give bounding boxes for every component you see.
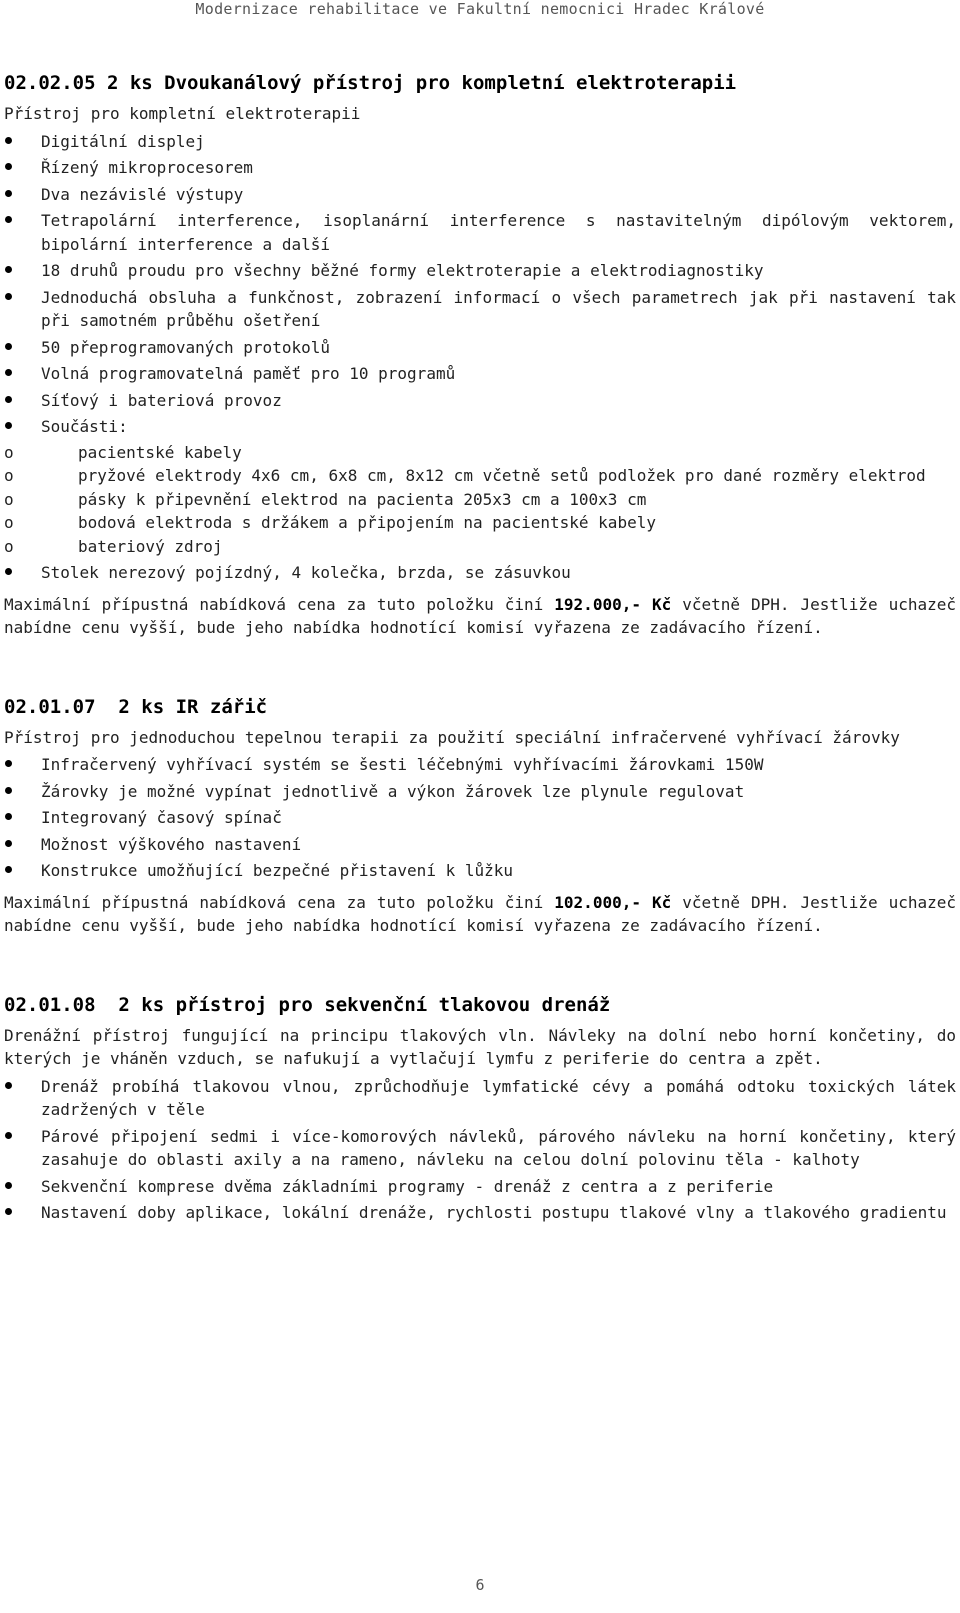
components-sublist: [4, 441, 956, 559]
list-item: Volná programovatelná paměť pro 10 programů: [4, 362, 956, 386]
sub-list-item: [4, 511, 956, 535]
section-pressure-drainage: [4, 992, 956, 1225]
list-item: Tetrapolární interference, isoplanární interference s nastavitelným dipólovým vektorem, bipolární interference a další: [4, 209, 956, 256]
price-text: Maximální přípustná nabídková cena za tuto položku činí: [4, 892, 555, 912]
sub-item-text: bodová elektroda s držákem a připojením na pacientské kabely: [78, 513, 656, 532]
price-text: včetně DPH. Jestliže uchazeč nabídne cenu vyšší, bude jeho nabídka hodnotící komisí vyřazena ze zadávacího řízení.: [4, 594, 957, 637]
price-text: včetně DPH. Jestliže uchazeč nabídne cenu vyšší, bude jeho nabídka hodnotící komisí vyřazena ze zadávacího řízení.: [4, 892, 957, 935]
sub-item-text: pásky k připevnění elektrod na pacienta 205x3 cm a 100x3 cm: [78, 489, 647, 509]
page-number: 6: [475, 1576, 485, 1594]
sub-item-text: pacientské kabely: [78, 442, 242, 462]
sub-marker: o: [4, 442, 14, 462]
sub-list-item: [4, 535, 956, 559]
document-body: [4, 70, 956, 1233]
section-heading: 02.01.07 2 ks IR zářič: [4, 695, 268, 718]
feature-list: [4, 130, 956, 585]
section-ir-heater: [4, 694, 956, 938]
list-item: Síťový i bateriová provoz: [4, 389, 956, 413]
list-item: Integrovaný časový spínač: [4, 806, 956, 830]
feature-list: [4, 1075, 956, 1225]
feature-list: [4, 753, 956, 883]
price-paragraph: [4, 593, 956, 640]
page-header: Modernizace rehabilitace ve Fakultní nemocnici Hradec Králové: [195, 0, 765, 18]
list-item-label: Součásti:: [41, 417, 128, 436]
list-item: 18 druhů proudu pro všechny běžné formy elektroterapie a elektrodiagnostiky: [4, 259, 956, 283]
sub-marker: o: [4, 466, 14, 485]
sub-marker: o: [4, 513, 14, 532]
list-item: Řízený mikroprocesorem: [4, 156, 956, 180]
list-item: Jednoduchá obsluha a funkčnost, zobrazení informací o všech parametrech jak při nastavení tak při samotném průběhu ošetření: [4, 286, 956, 333]
sub-item-text: bateriový zdroj: [78, 536, 223, 556]
sub-marker: o: [4, 489, 14, 509]
list-item: Nastavení doby aplikace, lokální drenáže, rychlosti postupu tlakové vlny a tlakového gradientu: [4, 1201, 956, 1225]
section-electrotherapy: [4, 70, 956, 640]
list-item: Infračervený vyhřívací systém se šesti léčebnými vyhřívacími žárovkami 150W: [4, 753, 956, 777]
sub-marker: o: [4, 536, 14, 556]
list-item: Stolek nerezový pojízdný, 4 kolečka, brzda, se zásuvkou: [4, 561, 956, 585]
sub-list-item: [4, 488, 956, 512]
list-item-components: [4, 415, 956, 558]
section-intro: Přístroj pro kompletní elektroterapii: [4, 104, 361, 123]
list-item: Sekvenční komprese dvěma základními programy - drenáž z centra a z periferie: [4, 1175, 956, 1199]
price-paragraph: [4, 891, 956, 938]
list-item: Možnost výškového nastavení: [4, 833, 956, 857]
section-heading: 02.02.05 2 ks Dvoukanálový přístroj pro kompletní elektroterapii: [4, 72, 737, 94]
list-item: Párové připojení sedmi i více-komorových návleků, párového návleku na horní končetiny, který zasahuje do oblasti axily a na rameno, návleku na celou dolní polovinu těla - kalhoty: [4, 1125, 956, 1172]
sub-list-item: [4, 441, 956, 465]
section-intro: Drenážní přístroj fungující na principu tlakových vln. Návleky na dolní nebo horní končetiny, do kterých je vháněn vzduch, se nafukují a vytlačují lymfu z periferie do centra a zpět.: [4, 1025, 956, 1068]
list-item: Digitální displej: [4, 130, 956, 154]
sub-item-text: pryžové elektrody 4x6 cm, 6x8 cm, 8x12 cm včetně setů podložek pro dané rozměry elektrod: [78, 466, 926, 485]
price-amount: 192.000,- Kč: [554, 594, 672, 614]
price-text: Maximální přípustná nabídková cena za tuto položku činí: [4, 594, 555, 614]
sub-list-item: [4, 464, 956, 488]
section-heading: 02.01.08 2 ks přístroj pro sekvenční tlakovou drenáž: [4, 993, 611, 1016]
section-intro: Přístroj pro jednoduchou tepelnou terapii za použití speciální infračervené vyhřívací žárovky: [4, 727, 900, 747]
list-item: Dva nezávislé výstupy: [4, 183, 956, 207]
list-item: Konstrukce umožňující bezpečné přistavení k lůžku: [4, 859, 956, 883]
list-item: Žárovky je možné vypínat jednotlivě a výkon žárovek lze plynule regulovat: [4, 780, 956, 804]
price-amount: 102.000,- Kč: [554, 892, 672, 912]
list-item: 50 přeprogramovaných protokolů: [4, 336, 956, 360]
list-item: Drenáž probíhá tlakovou vlnou, zprůchodňuje lymfatické cévy a pomáhá odtoku toxických látek zadržených v těle: [4, 1075, 956, 1122]
